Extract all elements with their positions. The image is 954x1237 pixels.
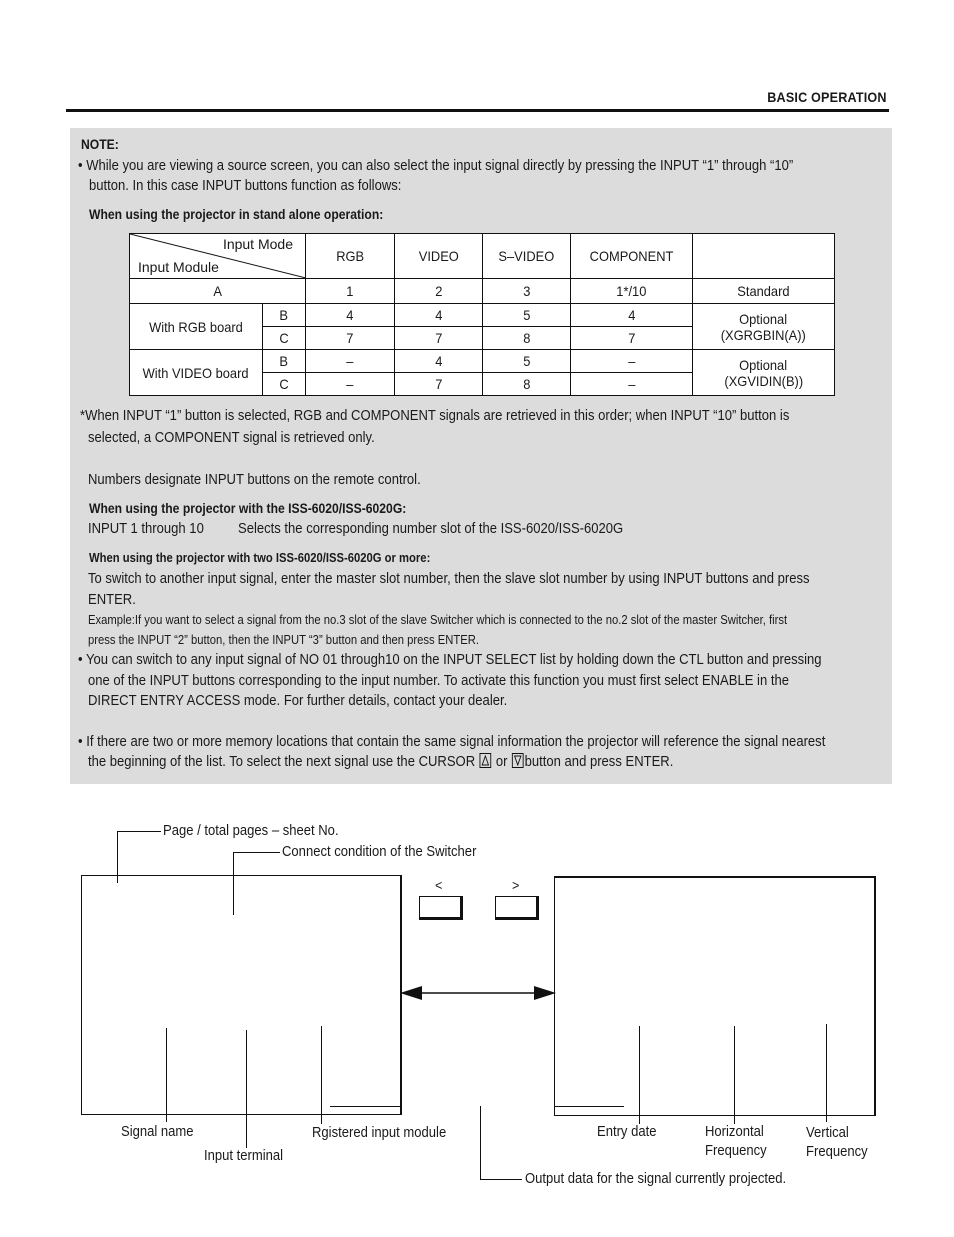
table-cell: 5 [483, 350, 571, 373]
table-cell: 4 [571, 304, 693, 327]
footnote-line1: *When INPUT “1” button is selected, RGB and COMPONENT signals are retrieved in this order; when INPUT “10” button is [80, 408, 790, 424]
table-cell: 7 [306, 327, 395, 350]
table-cell: 4 [395, 304, 483, 327]
table-corner-cell [130, 234, 306, 279]
leader-output-v [480, 1106, 481, 1180]
cursor-up-icon [480, 753, 492, 768]
iss-key: INPUT 1 through 10 [88, 521, 204, 537]
row-a-note: Standard [693, 279, 835, 304]
col-header-svideo: S–VIDEO [483, 234, 571, 279]
note-bullet1-line1: • While you are viewing a source screen, you can also select the input signal directly by pressing the INPUT “1” through “10” [78, 158, 794, 174]
col-header-video: VIDEO [395, 234, 483, 279]
example-line2: press the INPUT “2” button, then the INPUT “3” button and then press ENTER. [88, 633, 480, 647]
rgb-board-note: Optional (XGRGBIN(A)) [693, 304, 835, 350]
corner-input-module: Input Module [138, 259, 219, 275]
video-board-note: Optional (XGVIDIN(B)) [693, 350, 835, 396]
label-hfreq-1: Horizontal [705, 1124, 764, 1140]
cursor-down-icon [512, 753, 524, 768]
signal-info-screen [554, 876, 876, 1116]
input-module-table [129, 233, 835, 396]
label-page-sheet: Page / total pages – sheet No. [163, 823, 339, 839]
table-cell: 7 [571, 327, 693, 350]
col-header-component: COMPONENT [571, 234, 693, 279]
leader-input-terminal [246, 1030, 247, 1148]
two-iss-line2: ENTER. [88, 592, 136, 608]
col-header-empty [693, 234, 835, 279]
header-rule [66, 109, 889, 112]
prev-page-button[interactable] [419, 896, 463, 920]
bullet3-line1: • If there are two or more memory locations that contain the same signal information the projector will reference the signal nearest [78, 734, 826, 750]
bullet3-line2 [88, 752, 673, 772]
iss-heading: When using the projector with the ISS-6020/ISS-6020G: [89, 501, 407, 516]
table-cell: – [306, 350, 395, 373]
double-arrow-icon [400, 984, 556, 1002]
footnote-line2: selected, a COMPONENT signal is retrieved only. [88, 430, 375, 446]
bullet2-line3: DIRECT ENTRY ACCESS mode. For further details, contact your dealer. [88, 693, 508, 709]
label-signal-name: Signal name [121, 1124, 194, 1140]
two-iss-heading: When using the projector with two ISS-6020/ISS-6020G or more: [89, 551, 431, 565]
label-entry-date: Entry date [597, 1124, 657, 1140]
bullet2-line1: • You can switch to any input signal of NO 01 through10 on the INPUT SELECT list by holding down the CTL button and pressing [78, 652, 822, 668]
table-cell: – [571, 350, 693, 373]
leader-vfreq [826, 1024, 827, 1122]
next-page-button[interactable] [495, 896, 539, 920]
prev-symbol: < [435, 877, 443, 893]
col-header-rgb: RGB [306, 234, 395, 279]
leader-entry-date [639, 1026, 640, 1124]
iss-desc: Selects the corresponding number slot of the ISS-6020/ISS-6020G [238, 521, 624, 537]
standalone-heading: When using the projector in stand alone operation: [89, 207, 384, 222]
next-symbol: > [512, 877, 520, 893]
label-registered-module: Rgistered input module [312, 1125, 447, 1141]
table-cell: 4 [395, 350, 483, 373]
label-connect-condition: Connect condition of the Switcher [282, 844, 477, 860]
table-cell: 4 [306, 304, 395, 327]
table-cell: C [263, 373, 306, 396]
table-cell: 2 [395, 279, 483, 304]
table-cell: 7 [395, 373, 483, 396]
leader-connect-h [233, 852, 280, 853]
bullet3-line2-end: button and press ENTER. [524, 754, 674, 770]
bullet2-line2: one of the INPUT buttons corresponding to the input number. To activate this function you must first select ENABLE in the [88, 673, 789, 689]
table-cell: C [263, 327, 306, 350]
leader-hfreq [734, 1026, 735, 1124]
table-cell: B [263, 350, 306, 373]
table-cell: 1*/10 [571, 279, 693, 304]
leader-signal-name [166, 1028, 167, 1122]
table-cell: 8 [483, 327, 571, 350]
bullet3-line2-start: the beginning of the list. To select the next signal use the CURSOR [88, 754, 476, 770]
label-hfreq-2: Frequency [705, 1143, 767, 1159]
note-heading: NOTE: [81, 137, 119, 152]
label-input-terminal: Input terminal [204, 1148, 284, 1164]
table-cell: 7 [395, 327, 483, 350]
label-output-data: Output data for the signal currently projected. [525, 1171, 787, 1187]
signal-list-screen [81, 875, 402, 1115]
label-vfreq-1: Vertical [806, 1125, 849, 1141]
table-cell: 8 [483, 373, 571, 396]
example-line1: Example:If you want to select a signal from the no.3 slot of the slave Switcher which is connected to the no.2 slot of the master Switcher, first [88, 613, 788, 627]
leader-page-h [117, 831, 161, 832]
video-board-label: With VIDEO board [130, 350, 263, 396]
label-vfreq-2: Frequency [806, 1144, 868, 1160]
section-title: BASIC OPERATION [767, 89, 887, 105]
leader-registered [321, 1026, 322, 1124]
bracket-right [554, 1106, 624, 1107]
table-cell: 5 [483, 304, 571, 327]
row-a-label: A [130, 279, 306, 304]
bracket-left [330, 1106, 402, 1107]
table-cell: 3 [483, 279, 571, 304]
table-cell: – [306, 373, 395, 396]
bullet3-or: or [495, 754, 508, 770]
note-bullet1-line2: button. In this case INPUT buttons function as follows: [89, 178, 402, 194]
numbers-note: Numbers designate INPUT buttons on the remote control. [88, 472, 421, 488]
corner-input-mode: Input Mode [222, 236, 293, 252]
two-iss-line1: To switch to another input signal, enter the master slot number, then the slave slot number by using INPUT buttons and press [88, 571, 810, 587]
table-cell: – [571, 373, 693, 396]
rgb-board-label: With RGB board [130, 304, 263, 350]
leader-output-h [480, 1179, 522, 1180]
table-cell: B [263, 304, 306, 327]
table-cell: 1 [306, 279, 395, 304]
